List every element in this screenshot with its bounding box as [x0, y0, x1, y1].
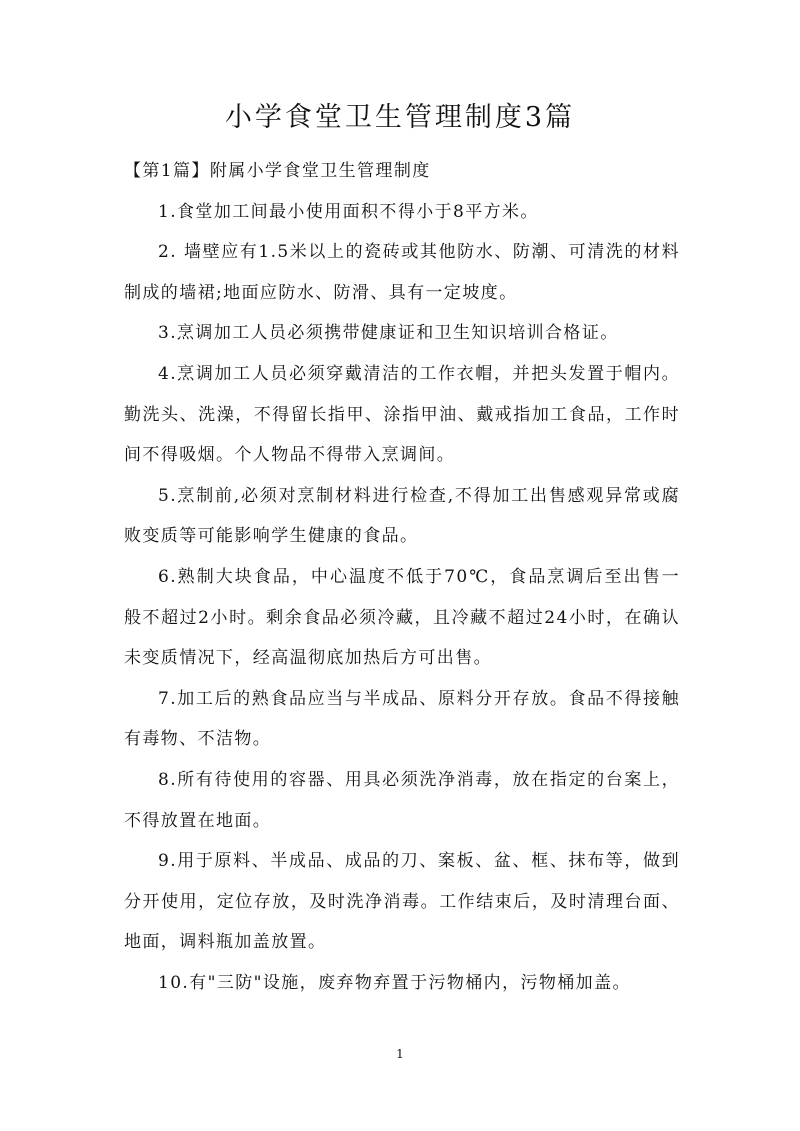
paragraph-7: 7.加工后的熟食品应当与半成品、原料分开存放。食品不得接触有毒物、不洁物。 [124, 688, 680, 750]
paragraph-9: 9.用于原料、半成品、成品的刀、案板、盆、框、抹布等，做到分开使用，定位存放，及时洗净消毒。工作结束后，及时清理台面、地面，调料瓶加盖放置。 [124, 851, 680, 953]
paragraph-6: 6.熟制大块食品，中心温度不低于70℃，食品烹调后至出售一般不超过2小时。剩余食品必须冷藏，且冷藏不超过24小时，在确认未变质情况下，经高温彻底加热后方可出售。 [124, 566, 680, 669]
paragraph-3: 3.烹调加工人员必须携带健康证和卫生知识培训合格证。 [158, 323, 619, 344]
paragraph-10: 10.有"三防"设施，废弃物弃置于污物桶内，污物桶加盖。 [158, 972, 631, 993]
page-title: 小学食堂卫生管理制度3篇 [224, 102, 576, 133]
document-body [124, 151, 680, 1003]
paragraph-4: 4.烹调加工人员必须穿戴清洁的工作衣帽，并把头发置于帽内。勤洗头、洗澡，不得留长指甲、涂指甲油、戴戒指加工食品，工作时间不得吸烟。个人物品不得带入烹调间。 [124, 363, 680, 466]
paragraph-2: 2. 墙壁应有1.5米以上的瓷砖或其他防水、防潮、可清洗的材料制成的墙裙;地面应防水、防滑、具有一定坡度。 [124, 242, 680, 303]
page-number: 1 [396, 1047, 404, 1061]
section-heading: 【第1篇】附属小学食堂卫生管理制度 [124, 161, 431, 181]
paragraph-8: 8.所有待使用的容器、用具必须洗净消毒，放在指定的台案上，不得放置在地面。 [124, 769, 680, 831]
paragraph-5: 5.烹制前,必须对烹制材料进行检查,不得加工出售感观异常或腐败变质等可能影响学生健康的食品。 [124, 485, 680, 547]
paragraph-1: 1.食堂加工间最小使用面积不得小于8平方米。 [158, 201, 539, 222]
